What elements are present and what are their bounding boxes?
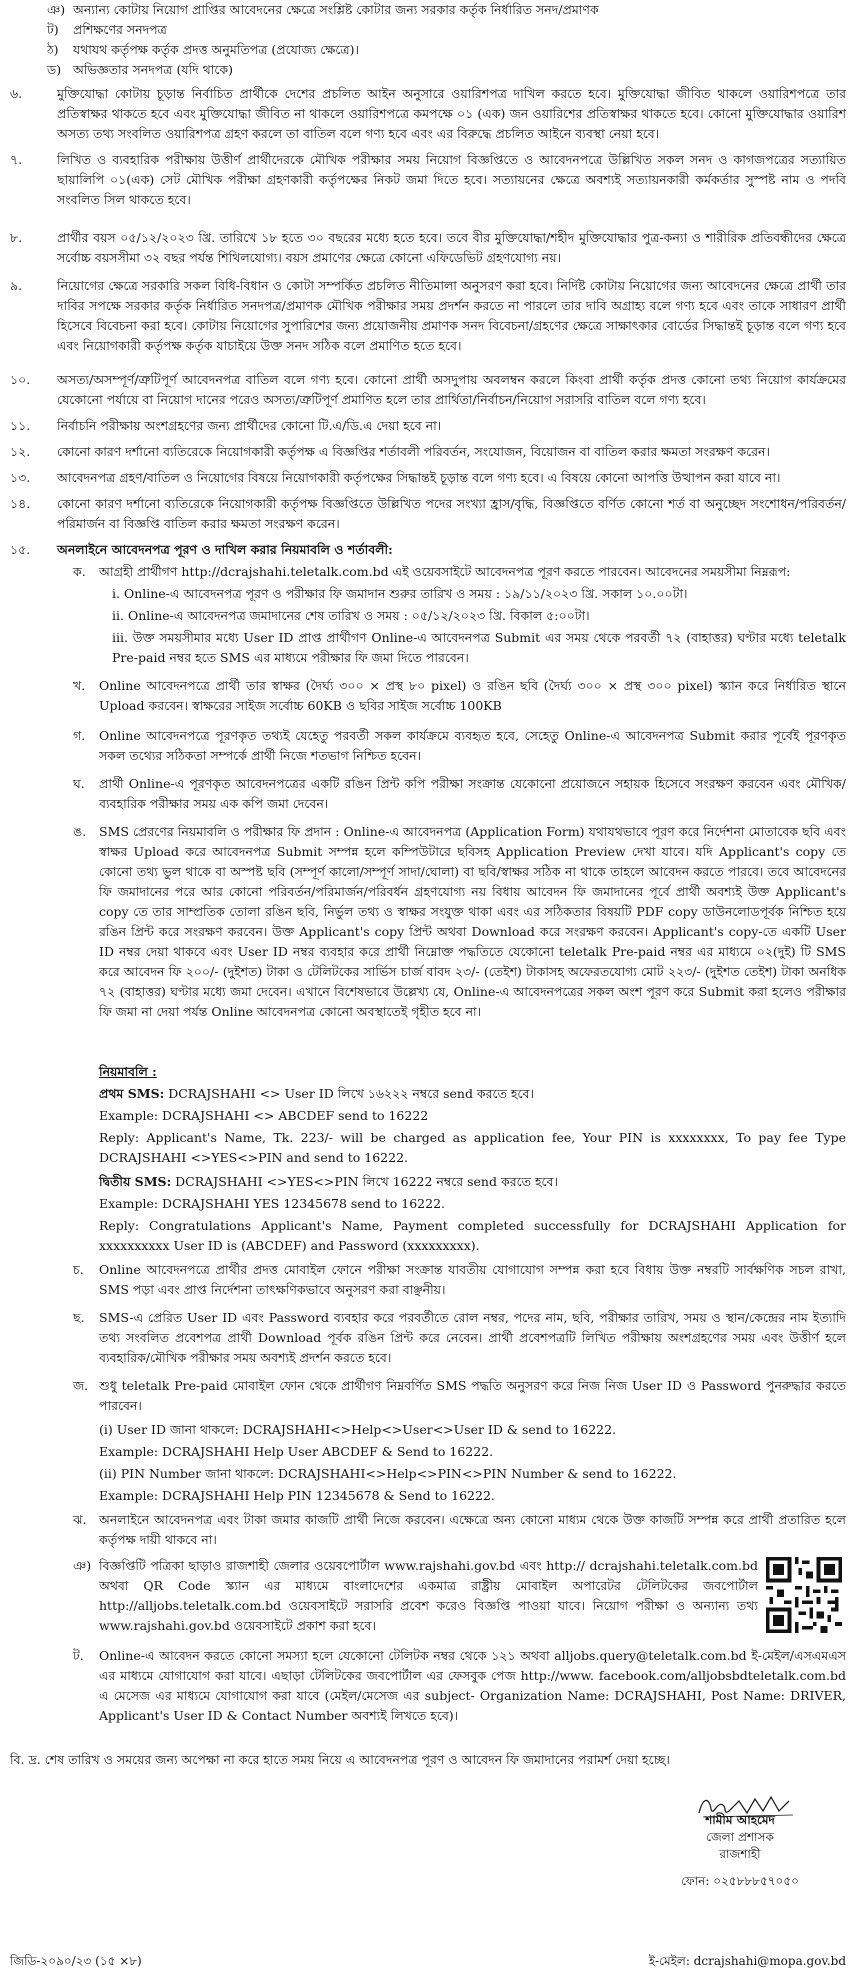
qr-code-icon [766,1557,842,1633]
sub-item-ca: চ. Online আবেদনপত্রে প্রার্থীর প্রদত্ত মোবাইল ফোনে পরীক্ষা সংক্রান্ত যাবতীয় যোগাযোগ সম্পন্ন করা হবে বিধায় উক্ত নম্বরটি সার্বক্ষণিক সচল রাখা, SMS পড়া এবং প্রাপ্ত নির্দেশনা তাৎক্ষণিকভাবে অনুসরণ করা বাঞ্ছনীয়। [73,1262,846,1297]
item-number: ৬. [10,86,23,101]
ja-2: (ii) PIN Number জানা থাকলে: DCRAJSHAHI<>Help<>PIN<>PIN Number & send to 16222. [99,1466,677,1481]
item-text: কোনো কারণ দর্শানো ব্যতিরেকে নিয়োগকারী কর্তৃপক্ষ বিজ্ঞপ্তিতে উল্লিখিত পদের সংখ্যা হ্রাস/বৃদ্ধি, বিজ্ঞপ্তিতে বর্ণিত কোনো শর্ত বা অনুচ্ছেদ সংশোধন/পরিবর্তন/পরিমার্জন বা বিজ্ঞপ্তি বাতিল করার ক্ষমতা সংরক্ষণ করেন। [57,496,846,531]
item-number: ৮. [10,230,23,245]
sub-item-kha: খ. Online আবেদনপত্রে প্রার্থী তার স্বাক্ষর (দৈর্ঘ্য ৩০০ × প্রস্থ ৮০ pixel) ও রঙিন ছবি (দৈর্ঘ্য ৩০০ × প্রস্থ ৩০০ pixel) স্ক্যান করে নির্ধারিত স্থানে Upload করবেন। স্বাক্ষরের সাইজ সর্বোচ্চ 60KB ও ছবির সাইজ সর্বোচ্চ 100KB [73,678,846,713]
note: বি. দ্র. শেষ তারিখ ও সময়ের জন্য অপেক্ষা না করে হাতে সময় নিয়ে এ আবেদনপত্র পূরণ ও আবেদন ফি জমাদানের পরামর্শ দেয়া হচ্ছে। [10,1752,670,1767]
item-number: ১২. [10,444,31,459]
sub-item-ga: গ. Online আবেদনপত্রে পূরণকৃত তথ্যই যেহেতু পরবর্তী সকল কার্যক্রমে ব্যবহৃত হবে, সেহেতু Online-এ আবেদনপত্র Submit করার পূর্বেই পূরণকৃত সকল তথ্যের সঠিকতা সম্পর্কে প্রার্থী নিজে শতভাগ নিশ্চিত হবেন। [73,728,846,763]
ka-i: i. Online-এ আবেদনপত্র পূরণ ও পরীক্ষার ফি জমাদান শুরুর তারিখ ও সময় : ১৯/১১/২০২৩ খ্রি. সকাল ১০.০০টা। [112,586,688,601]
item-text: নির্বাচনি পরীক্ষায় অংশগ্রহণের জন্য প্রার্থীদের কোনো টি.এ/ডি.এ দেয়া হবে না। [57,418,442,433]
sub-item-ja: জ. শুধু teletalk Pre-paid মোবাইল ফোন থেকে প্রার্থীগণ নিম্নবর্ণিত SMS পদ্ধতি অনুসরণ করে নিজ নিজ User ID ও Password পুনরুদ্ধার করতে পারবেন। [73,1378,846,1413]
top-item: ঞ) অন্যান্য কোটায় নিয়োগ প্রাপ্তির আবেদনের ক্ষেত্রে সংশ্লিষ্ট কোটার জন্য সরকার কর্তৃক নির্ধারিত সনদ/প্রমাণক [47,2,599,17]
item-number: ১১. [10,418,31,433]
sms1-line: প্রথম SMS: DCRAJSHAHI <> User ID লিখে ১৬২২২ নম্বরে send করতে হবে। [99,1086,534,1101]
signatory-name: শামীম আহমেদ [705,1813,775,1827]
item-text: নিয়োগের ক্ষেত্রে সরকারি সকল বিধি-বিধান ও কোটা সম্পর্কিত প্রচলিত নীতিমালা অনুসরণ করা হবে। নির্দিষ্ট কোটায় নিয়োগের জন্য আবেদনের ক্ষেত্রে প্রার্থী তার দাবির সপক্ষে সরকার কর্তৃক নির্ধারিত সনদপত্র/প্রমাণক মৌখিক পরীক্ষার সময় প্রদর্শন করতে না পারলে তার দাবি অগ্রাহ্য বলে গণ্য হবে এবং তাকে সাধারণ প্রার্থী হিসেবে বিবেচনা করা হবে। কোটায় নিয়োগের সুপারিশের জন্য প্রয়োজনীয় প্রমাণক সনদ বিবেচনা/গ্রহণের ক্ষেত্রে সাক্ষাৎকার বোর্ডের সিদ্ধান্তই চূড়ান্ত বলে গণ্য হবে এবং নিয়োগকারী কর্তৃপক্ষ কর্তৃক যাচাইয়ে উক্ত সনদ সঠিক বলে প্রমাণিত হতে হবে। [57,278,846,353]
ka-iii: iii. উক্ত সময়সীমার মধ্যে User ID প্রাপ্ত প্রার্থীগণ Online-এ আবেদনপত্র Submit এর সময় থেকে পরবর্তী ৭২ (বাহাত্তর) ঘণ্টার মধ্যে teletalk Pre-paid নম্বর হতে SMS এর মাধ্যমে পরীক্ষার ফি জমা দিতে পারবেন। [112,630,846,665]
item-number: ৯. [10,278,23,293]
item-number: ৭. [10,152,23,167]
section-heading: অনলাইনে আবেদনপত্র পূরণ ও দাখিল করার নিয়মাবলি ও শর্তাবলী: [57,542,393,557]
item-text: প্রার্থীর বয়স ০৫/১২/২০২৩ খ্রি. তারিখে ১৮ হতে ৩০ বছরের মধ্যে হতে হবে। তবে বীর মুক্তিযোদ্ধা/শহীদ মুক্তিযোদ্ধার পুত্র-কন্যা ও শারীরিক প্রতিবন্ধীদের ক্ষেত্রে সর্বোচ্চ বয়সসীমা ৩২ বছর পর্যন্ত শিথিলযোগ্য। বয়স প্রমাণের ক্ষেত্রে কোনো এফিডেভিট গ্রহণযোগ্য নয়। [57,230,846,265]
signatory-place: রাজশাহী [719,1847,761,1861]
sms1-reply: Reply: Applicant's Name, Tk. 223/- will be charged as application fee, Your PIN is xxxxxxxx, To pay fee Type DCRAJSHAHI <>YES<>PIN and send to 16222. [99,1130,846,1165]
sms2-line: দ্বিতীয় SMS: DCRAJSHAHI <>YES<>PIN লিখে 16222 নম্বরে send করতে হবে। [99,1174,558,1189]
ja-2-example: Example: DCRAJSHAHI Help PIN 12345678 & Send to 16222. [99,1488,495,1503]
sub-item-ka: ক. আগ্রহী প্রার্থীগণ http://dcrajshahi.teletalk.com.bd এই ওয়েবসাইটে আবেদনপত্র পূরণ করতে পারবেন। আবেদনের সময়সীমা নিম্নরূপ: [73,564,791,579]
rules-heading: নিয়মাবলি : [99,1064,157,1079]
sms2-reply: Reply: Congratulations Applicant's Name, Payment completed successfully for DCRAJSHAHI Application for xxxxxxxxxx User ID is (ABCDEF) and Password (xxxxxxxxx). [99,1218,846,1253]
item-text: কোনো কারণ দর্শানো ব্যতিরেকে নিয়োগকারী কর্তৃপক্ষ এ বিজ্ঞপ্তির শর্তাবলী পরিবর্তন, সংযোজন, বিয়োজন বা বাতিল করার ক্ষমতা সংরক্ষণ করেন। [57,444,770,459]
footer-email: ই-মেইল: dcrajshahi@mopa.gov.bd [648,1954,846,1968]
sms1-example: Example: DCRAJSHAHI <> ABCDEF send to 16222 [99,1108,429,1123]
item-text: লিখিত ও ব্যবহারিক পরীক্ষায় উত্তীর্ণ প্রার্থীদেরকে মৌখিক পরীক্ষার সময় নিয়োগ বিজ্ঞপ্তিতে ও আবেদনপত্রে উল্লিখিত সকল সনদ ও কাগজপত্রের সত্যায়িত ছায়ালিপি ০১(এক) সেট মৌখিক পরীক্ষা গ্রহণকারী কর্তৃপক্ষের নিকট জমা দিতে হবে। সত্যায়নের ক্ষেত্রে অবশ্যই সত্যায়নকারী কর্মকর্তার সুস্পষ্ট নাম ও পদবি সংবলিত সিল থাকতে হবে। [57,152,846,207]
top-item: ট) প্রশিক্ষণের সনদপত্র [47,22,167,37]
signatory-title: জেলা প্রশাসক [706,1830,774,1844]
sub-item-uma: ঙ. SMS প্রেরণের নিয়মাবলি ও পরীক্ষার ফি প্রদান : Online-এ আবেদনপত্র (Application Form) যথাযথভাবে পূরণ করে নির্দেশনা মোতাবেক ছবি এবং স্বাক্ষর Upload করে আবেদনপত্র Submit সম্পন্ন হলে কম্পিউটারে ছবিসহ Application Preview দেখা যাবে। যদি Applicant's copy তে কোনো তথ্য ভুল থাকে বা অস্পষ্ট ছবি (সম্পূর্ণ কালো/সম্পূর্ণ সাদা/ঘোলা) বা ছবি/স্বাক্ষর সঠিক না থাকে তাহলে আবেদন করতে পারবে। তবে আবেদনের ফি জমাদানের পরে আর কোনো পরিবর্তন/পরিমার্জন/পরিবর্ধন গ্রহণযোগ্য নয় বিধায় আবেদন ফি জমাদানের পূর্বে প্রার্থী অবশ্যই উক্ত Applicant's copy তে তার সাম্প্রতিক তোলা রঙিন ছবি, নির্ভুল তথ্য ও স্বাক্ষর সংযুক্ত থাকা এবং এর সঠিকতার বিষয়টি PDF copy ডাউনলোডপূর্বক নিশ্চিত হয়ে রঙিন প্রিন্ট করে সংরক্ষণ করবেন। উক্ত Applicant's copy প্রিন্ট অথবা Download করে সংরক্ষণ করবেন। Applicant's copy-তে একটি User ID নম্বর দেয়া থাকবে এবং User ID নম্বর ব্যবহার করে প্রার্থী নিম্নোক্ত পদ্ধতিতে যেকোনো teletalk Pre-paid নম্বর এর মাধ্যমে ০২(দুই) টি SMS করে আবেদন ফি ২০০/- (দুইশত) টাকা ও টেলিটকের সার্ভিস চার্জ বাবদ ২৩/- (তেইশ) টাকাসহ অফেরতযোগ্য মোট ২২৩/- (দুইশত তেইশ) টাকা অনধিক ৭২ (বাহাত্তর) ঘণ্টার মধ্যে জমা দেবেন। এখানে বিশেষভাবে উল্লেখ্য যে, Online-এ আবেদনপত্রের সকল অংশ পূরণ করে Submit করা হলেও পরীক্ষার ফি জমা না দেয়া পর্যন্ত Online আবেদনপত্র কোনো অবস্থাতেই গৃহীত হবে না। [73,824,846,1019]
sub-item-nya: ঞ) বিজ্ঞপ্তিটি পত্রিকা ছাড়াও রাজশাহী জেলার ওয়েবপোর্টাল www.rajshahi.gov.bd এবং http:// dcrajshahi.teletalk.com.bd অথবা QR Code স্ক্যান এর মাধ্যমে বাংলাদেশের একমাত্র রাষ্ট্রীয় মোবাইল অপারেটর টেলিটকের জবপোর্টাল http://alljobs.teletalk.com.bd ওয়েবসাইটে সরাসরি প্রবেশ করেও বিজ্ঞপ্তি পাওয়া যাবে। নিয়োগ পরীক্ষা ও অন্যান্য তথ্য www.rajshahi.gov.bd ওয়েবসাইটে প্রকাশ করা হবে। [73,1558,758,1633]
item-text: মুক্তিযোদ্ধা কোটায় চূড়ান্ত নির্বাচিত প্রার্থীকে দেশের প্রচলিত আইন অনুসারে ওয়ারিশপত্র দাখিল করতে হবে। মুক্তিযোদ্ধা জীবিত থাকলে ওয়ারিশপত্রে তার প্রতিস্বাক্ষর থাকতে হবে এবং মুক্তিযোদ্ধা জীবিত না থাকলে ওয়ারিশপত্রে কমপক্ষে ০১ (এক) জন ওয়ারিশের প্রতিস্বাক্ষর থাকতে হবে। কোনো মুক্তিযোদ্ধার ওয়ারিশ অসত্য তথ্য সংবলিত ওয়ারিশপত্র গ্রহণ করলে তা বাতিল বলে গণ্য হবে এবং এর বিরুদ্ধে প্রচলিত আইনে ব্যবস্থা নেয়া হবে। [57,86,846,141]
signatory-phone: ফোন: ০২৫৮৮৮৫৭০৫০ [681,1874,799,1888]
sms2-example: Example: DCRAJSHAHI YES 12345678 send to 16222. [99,1196,446,1211]
item-number: ১৫. [10,542,31,557]
sub-item-cha: ছ. SMS-এ প্রেরিত User ID এবং Password ব্যবহার করে পরবর্তীতে রোল নম্বর, পদের নাম, ছবি, পরীক্ষার তারিখ, সময় ও স্থান/কেন্দ্রের নাম ইত্যাদি তথ্য সংবলিত প্রবেশপত্র প্রার্থী Download পূর্বক রঙিন প্রিন্ট করে নেবেন। প্রার্থী প্রবেশপত্রটি লিখিত পরীক্ষায় অংশগ্রহণের সময় এবং উত্তীর্ণ হলে ব্যবহারিক/মৌখিক পরীক্ষার সময় অবশ্যই প্রদর্শন করতে হবে। [73,1310,846,1365]
signatory-block [640,1804,840,1890]
item-text: আবেদনপত্র গ্রহণ/বাতিল ও নিয়োগের বিষয়ে নিয়োগকারী কর্তৃপক্ষের সিদ্ধান্তই চূড়ান্ত বলে গণ্য হবে। এ বিষয়ে কোনো আপত্তি উত্থাপন করা যাবে না। [57,470,781,485]
top-item: ঠ) যথাযথ কর্তৃপক্ষ কর্তৃক প্রদত্ত অনুমতিপত্র (প্রযোজ্য ক্ষেত্রে)। [47,42,359,57]
ja-1: (i) User ID জানা থাকলে: DCRAJSHAHI<>Help<>User<>User ID & send to 16222. [99,1422,617,1437]
top-item: ড) অভিজ্ঞতার সনদপত্র (যদি থাকে) [47,62,234,77]
sub-item-gha: ঘ. প্রার্থী Online-এ পূরণকৃত আবেদনপত্রের একটি রঙিন প্রিন্ট কপি পরীক্ষা সংক্রান্ত যেকোনো প্রয়োজনে সহায়ক হিসেবে সংরক্ষণ করবেন এবং মৌখিক/ব্যবহারিক পরীক্ষার সময় এক কপি জমা দেবেন। [73,776,846,811]
sub-item-ta: ট. Online-এ আবেদন করতে কোনো সমস্যা হলে যেকোনো টেলিটক নম্বর থেকে ১২১ অথবা alljobs.query@teletalk.com.bd ই-মেইল/এসএমএস এর মাধ্যমে যোগাযোগ করা যাবে। এছাড়া টেলিটকের জবপোর্টাল এর ফেসবুক পেজ http://www. facebook.com/alljobsbdteletalk.com.bd এ মেসেজ এর মাধ্যমে যোগাযোগ করা যাবে (মেইল/মেসেজ এর subject- Organization Name: DCRAJSHAHI, Post Name: DRIVER, Applicant's User ID & Contact Number অবশ্যই লিখতে হবে)। [73,1648,846,1723]
item-number: ১৪. [10,496,31,511]
footer-code: জিডি-২০৯০/২৩ (১৫ ×৮) [10,1954,142,1968]
item-number: ১৩. [10,470,31,485]
sub-item-jha: ঝ. অনলাইনে আবেদনপত্র এবং টাকা জমার কাজটি প্রার্থী নিজে করবেন। এক্ষেত্রে অন্য কোনো মাধ্যম থেকে উক্ত কাজটি সম্পন্ন করে প্রার্থী প্রতারিত হলে কর্তৃপক্ষ দায়ী থাকবে না। [73,1512,846,1547]
ka-ii: ii. Online-এ আবেদনপত্র জমাদানের শেষ তারিখ ও সময় : ০৫/১২/২০২৩ খ্রি. বিকাল ৫:০০টা। [112,608,590,623]
item-text: অসত্য/অসম্পূর্ণ/ত্রুটিপূর্ণ আবেদনপত্র বাতিল বলে গণ্য হবে। কোনো প্রার্থী অসদুপায় অবলম্বন করলে কিংবা প্রার্থী কর্তৃক প্রদত্ত কোনো তথ্য নিয়োগ কার্যক্রমের যেকোনো পর্যায়ে বা নিয়োগ দানের পরেও অসত্য/ত্রুটিপূর্ণ প্রমাণিত হলে তার প্রার্থিতা/নির্বাচন/নিয়োগ সরাসরি বাতিল বলে গণ্য হবে। [57,372,846,407]
item-number: ১০. [10,372,31,387]
ja-1-example: Example: DCRAJSHAHI Help User ABCDEF & Send to 16222. [99,1444,494,1459]
